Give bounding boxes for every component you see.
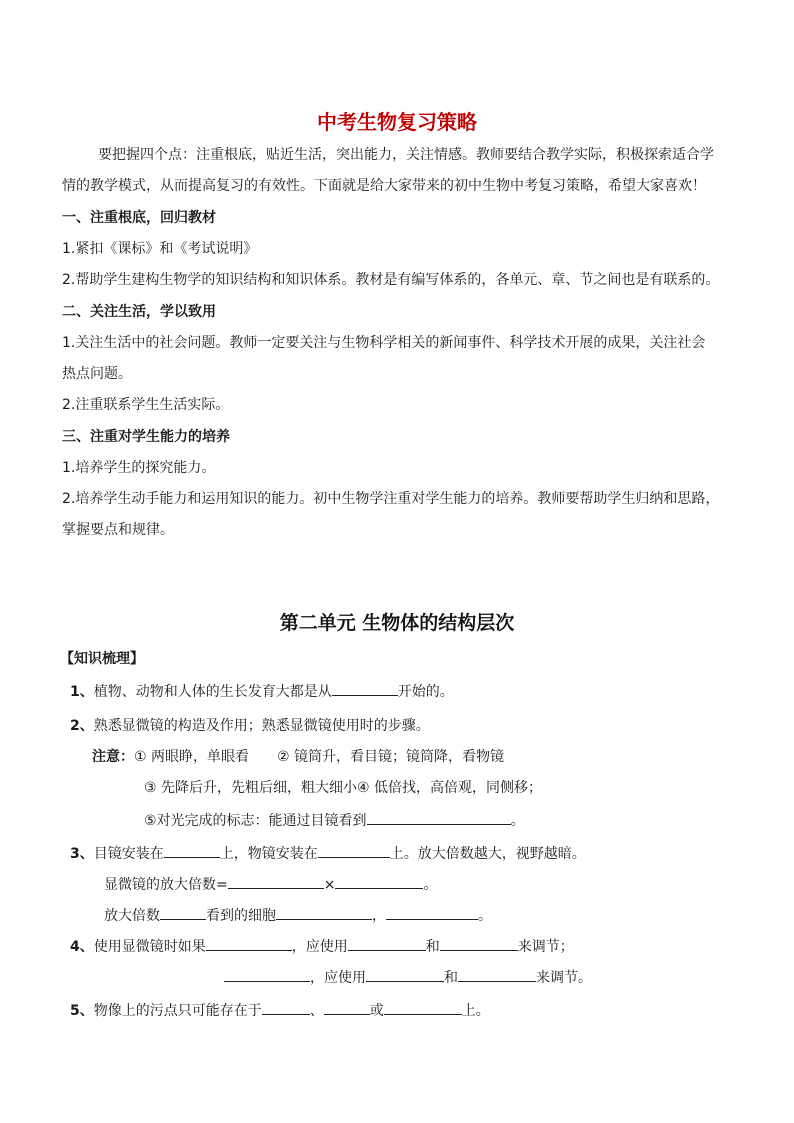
question-3-magnification: 显微镜的放大倍数= × 。 <box>104 874 437 894</box>
note-line-3: ⑤对光完成的标志：能通过目镜看到 。 <box>144 810 525 830</box>
blank[interactable] <box>367 810 511 825</box>
blank[interactable] <box>384 1000 462 1015</box>
section-3-heading: 三、注重对学生能力的培养 <box>62 429 230 445</box>
section-3-item-1: 1.培养学生的探究能力。 <box>62 460 216 476</box>
blank[interactable] <box>318 843 390 858</box>
note-line-2: ③ 先降后升，先粗后细，粗大细小④ 低倍找，高倍观，同侧移； <box>144 780 543 796</box>
note-line-1: 注意：① 两眼睁，单眼看 ② 镜筒升，看目镜；镜筒降，看物镜 <box>92 749 505 765</box>
blank[interactable] <box>206 936 292 951</box>
blank[interactable] <box>276 905 372 920</box>
question-5: 5、物像上的污点只可能存在于 、 或 上。 <box>70 1000 490 1020</box>
blank[interactable] <box>366 967 444 982</box>
blank[interactable] <box>160 905 206 920</box>
question-4: 4、使用显微镜时如果 ，应使用 和 来调节； <box>70 936 574 956</box>
section-1-item-2: 2.帮助学生建构生物学的知识结构和知识体系。教材是有编写体系的，各单元、章、节之间也是有联系的。 <box>62 272 720 288</box>
section-3-item-2-line-1: 2.培养学生动手能力和运用知识的能力。初中生物学注重对学生能力的培养。教师要帮助学生归纳和思路， <box>62 491 720 507</box>
question-1: 1、植物、动物和人体的生长发育大都是从 开始的。 <box>70 681 454 701</box>
blank[interactable] <box>224 967 310 982</box>
question-2: 2、熟悉显微镜的构造及作用；熟悉显微镜使用时的步骤。 <box>70 718 430 734</box>
blank[interactable] <box>164 843 220 858</box>
section-2-heading: 二、关注生活，学以致用 <box>62 304 216 320</box>
section-2-item-1-line-2: 热点问题。 <box>62 366 132 382</box>
question-3-cells: 放大倍数 看到的细胞 ， 。 <box>104 905 492 925</box>
blank[interactable] <box>335 874 423 889</box>
intro-line-1: 要把握四个点：注重根底，贴近生活，突出能力，关注情感。教师要结合教学实际，积极探索适合学 <box>98 147 714 163</box>
blank[interactable] <box>386 905 478 920</box>
knowledge-section-label: 【知识梳理】 <box>60 651 144 667</box>
section-3-item-2-line-2: 掌握要点和规律。 <box>62 522 174 538</box>
question-4-line-2: ，应使用 和 来调节。 <box>224 967 592 987</box>
blank[interactable] <box>440 936 518 951</box>
document-title: 中考生物复习策略 <box>317 110 477 134</box>
blank[interactable] <box>348 936 426 951</box>
blank[interactable] <box>332 681 398 696</box>
section-1-heading: 一、注重根底，回归教材 <box>62 210 216 226</box>
blank[interactable] <box>262 1000 310 1015</box>
section-2-item-2: 2.注重联系学生生活实际。 <box>62 397 230 413</box>
unit-title: 第二单元 生物体的结构层次 <box>279 612 515 634</box>
question-3: 3、目镜安装在 上，物镜安装在 上。放大倍数越大，视野越暗。 <box>70 843 586 863</box>
blank[interactable] <box>228 874 324 889</box>
section-1-item-1: 1.紧扣《课标》和《考试说明》 <box>62 241 258 257</box>
blank[interactable] <box>458 967 536 982</box>
section-2-item-1-line-1: 1.关注生活中的社会问题。教师一定要关注与生物科学相关的新闻事件、科学技术开展的成果，关注社会 <box>62 335 706 351</box>
blank[interactable] <box>324 1000 370 1015</box>
intro-line-2: 情的教学模式，从而提高复习的有效性。下面就是给大家带来的初中生物中考复习策略，希望大家喜欢！ <box>62 178 706 194</box>
